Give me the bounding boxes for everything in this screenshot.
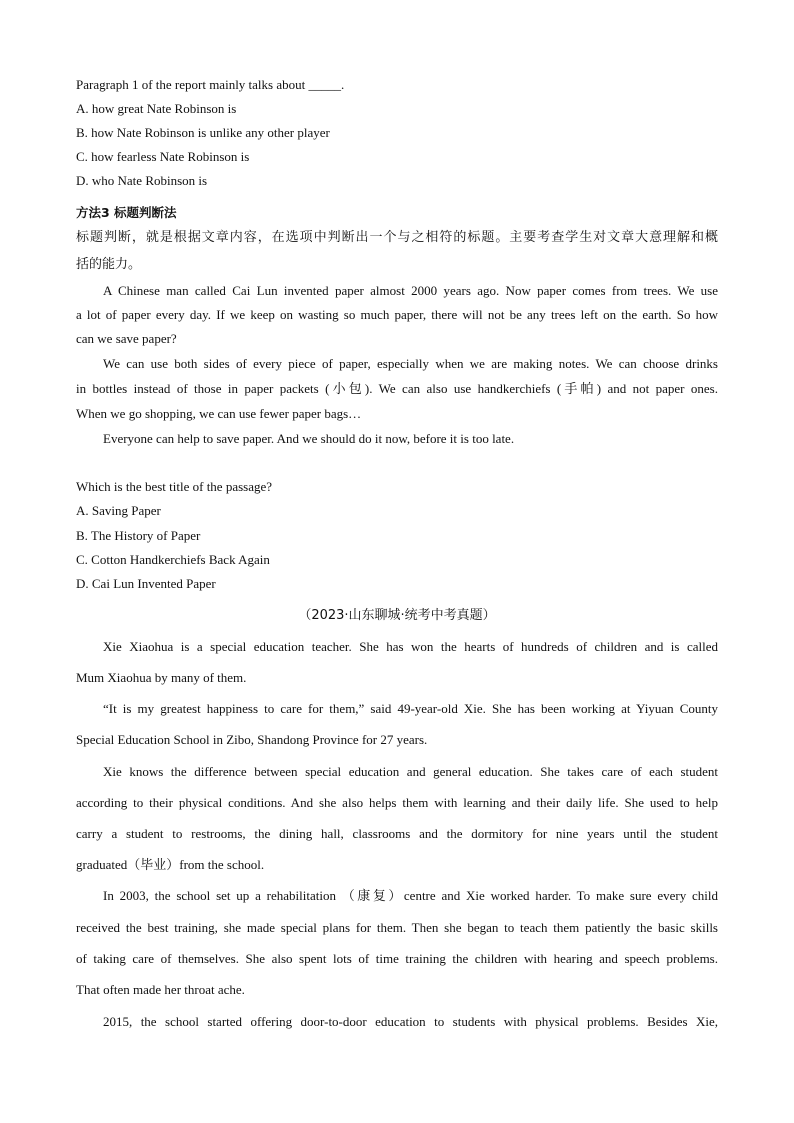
passage1-p1-line1: A Chinese man called Cai Lun invented paper almost 2000 years ago. Now paper comes from trees. We use [103, 283, 718, 298]
passage2-p5-line1: 2015, the school started offering door-to-door education to students with physical problems. Besides Xie, [103, 1014, 718, 1029]
method3-desc-line1: 标题判断，就是根据文章内容，在选项中判断出一个与之相符的标题。主要考查学生对文章大意理解和概 [76, 230, 718, 245]
passage2-p1-line2: Mum Xiaohua by many of them. [76, 670, 247, 685]
question1-option-c: C. how fearless Nate Robinson is [76, 149, 250, 164]
passage2-p3-line1: Xie knows the difference between special education and general education. She takes care of each student [103, 764, 718, 779]
passage1-p2-line2: in bottles instead of those in paper packets (小包). We can also use handkerchiefs (手帕) and not paper ones. [76, 381, 718, 396]
passage1-p3-line1: Everyone can help to save paper. And we should do it now, before it is too late. [103, 431, 515, 446]
question1-option-a: A. how great Nate Robinson is [76, 101, 237, 116]
passage2-p2-line2: Special Education School in Zibo, Shandong Province for 27 years. [76, 732, 428, 747]
passage1-p2-line1: We can use both sides of every piece of paper, especially when we are making notes. We can choose drinks [103, 356, 718, 371]
passage1-p1-line3: can we save paper? [76, 331, 177, 346]
passage2-p4-line3: of taking care of themselves. She also spent lots of time training the children with hearing and speech problems. [76, 951, 718, 966]
question1-option-b: B. how Nate Robinson is unlike any other player [76, 125, 330, 140]
question2-option-c: C. Cotton Handkerchiefs Back Again [76, 552, 270, 567]
passage2-p4-line2: received the best training, she made special plans for them. Then she began to teach them patiently the basic skills [76, 920, 718, 935]
passage2-p2-line1: “It is my greatest happiness to care for them,” said 49-year-old Xie. She has been working at Yiyuan County [103, 701, 718, 716]
passage2-p4-line4: That often made her throat ache. [76, 982, 245, 997]
passage2-p4-line1: In 2003, the school set up a rehabilitation （康复）centre and Xie worked harder. To make sure every child [103, 888, 718, 903]
method3-heading: 方法3 标题判断法 [76, 205, 177, 220]
question2-stem: Which is the best title of the passage? [76, 479, 273, 494]
passage1-p1-line2: a lot of paper every day. If we keep on wasting so much paper, there will not be any trees left on the earth. So how [76, 307, 718, 322]
question1-option-d: D. who Nate Robinson is [76, 173, 208, 188]
passage2-p3-line2: according to their physical conditions. And she also helps them with learning and their daily life. She used to help [76, 795, 718, 810]
passage2-p3-line4: graduated（毕业）from the school. [76, 857, 265, 872]
passage2-p3-line3: carry a student to restrooms, the dining hall, classrooms and the dormitory for nine years until the student [76, 826, 718, 841]
passage2-p1-line1: Xie Xiaohua is a special education teacher. She has won the hearts of hundreds of children and is called [103, 639, 718, 654]
question1-stem: Paragraph 1 of the report mainly talks about _____. [76, 77, 345, 92]
method3-desc-line2: 括的能力。 [76, 257, 142, 272]
question2-option-d: D. Cai Lun Invented Paper [76, 576, 216, 591]
question2-option-a: A. Saving Paper [76, 503, 161, 518]
source-citation: （2023·山东聊城·统考中考真题） [298, 608, 496, 623]
passage1-p2-line3: When we go shopping, we can use fewer paper bags… [76, 406, 362, 421]
question2-option-b: B. The History of Paper [76, 528, 201, 543]
